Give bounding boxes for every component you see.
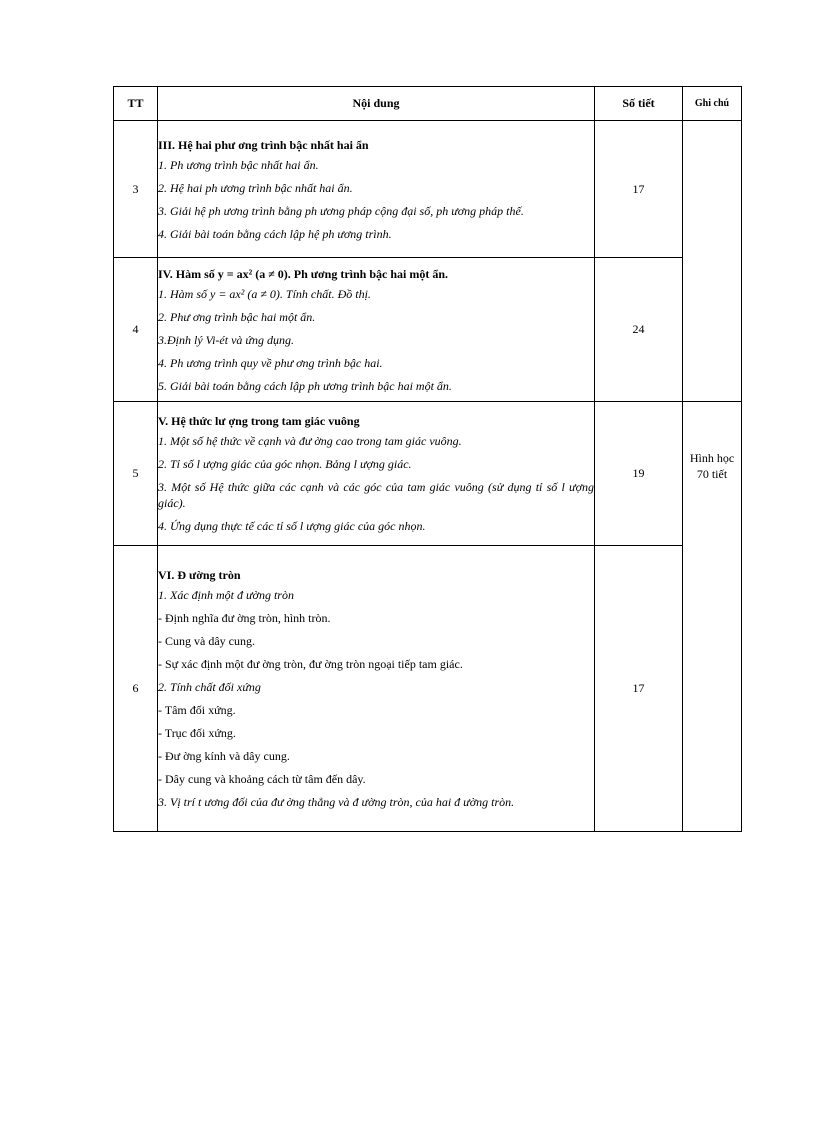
row-content [158, 402, 595, 546]
content-line: 2. Tính chất đối xứng [158, 680, 261, 694]
row-note-empty [683, 121, 742, 402]
row-periods: 24 [595, 258, 683, 402]
table-row [114, 546, 742, 832]
syllabus-table [113, 86, 742, 832]
table-row [114, 258, 742, 402]
content-line: - Dây cung và khoảng cách từ tâm đến dây. [158, 772, 366, 786]
section-title: VI. Đ ường tròn [158, 568, 241, 582]
header-note: Ghi chú [683, 87, 742, 121]
header-tt: TT [114, 87, 158, 121]
content-line: 2. Phư ơng trình bậc hai một ẩn. [158, 309, 316, 324]
section-title: III. Hệ hai phư ơng trình bậc nhất hai ẩn [158, 137, 369, 152]
content-line: - Tâm đối xứng. [158, 703, 236, 717]
row-content [158, 121, 595, 258]
content-line: 1. Hàm số y = ax² (a ≠ 0). Tính chất. Đồ thị. [158, 286, 371, 301]
content-line: 2. Tỉ số l ượng giác của góc nhọn. Bảng l ượng giác. [158, 457, 412, 471]
row-number: 3 [114, 121, 158, 258]
section-title: V. Hệ thức lư ợng trong tam giác vuông [158, 414, 360, 428]
row-periods: 17 [595, 121, 683, 258]
content-line: 2. Hệ hai ph ương trình bậc nhất hai ẩn. [158, 180, 353, 195]
row-content [158, 546, 595, 832]
content-line: - Định nghĩa đư ờng tròn, hình tròn. [158, 611, 331, 625]
content-line: 5. Giải bài toán bằng cách lập ph ương trình bậc hai một ẩn. [158, 378, 452, 393]
section-title: IV. Hàm số y = ax² (a ≠ 0). Ph ương trình bậc hai một ẩn. [158, 266, 449, 281]
content-line: 3. Giải hệ ph ương trình bằng ph ương pháp cộng đại số, ph ương pháp thế. [158, 203, 524, 218]
row-number: 6 [114, 546, 158, 832]
row-periods: 19 [595, 402, 683, 546]
content-line: - Đư ờng kính và dây cung. [158, 749, 290, 763]
content-line: - Trục đối xứng. [158, 726, 236, 740]
header-content: Nội dung [158, 87, 595, 121]
row-number: 4 [114, 258, 158, 402]
content-line: 4. Ph ương trình quy về phư ơng trình bậc hai. [158, 355, 383, 370]
content-line: 3. Một số Hệ thức giữa các cạnh và các góc của tam giác vuông (sử dụng tỉ số l ượng giác). [158, 480, 594, 510]
content-line: - Cung và dây cung. [158, 634, 255, 648]
content-line: - Sự xác định một đư ờng tròn, đư ờng tròn ngoại tiếp tam giác. [158, 657, 463, 671]
row-content [158, 258, 595, 402]
table-row [114, 121, 742, 258]
header-row [114, 87, 742, 121]
table-row [114, 402, 742, 546]
geometry-note: Hình học 70 tiết [683, 402, 742, 832]
content-line: 4. Ứng dụng thực tế các tỉ số l ượng giác của góc nhọn. [158, 519, 426, 533]
content-line: 3.Định lý Vi-ét và ứng dụng. [158, 332, 294, 347]
content-line: 1. Xác định một đ ường tròn [158, 588, 294, 602]
content-line: 1. Một số hệ thức về cạnh và đư ờng cao trong tam giác vuông. [158, 434, 462, 448]
content-line: 3. Vị trí t ương đối của đư ờng thẳng và đ ường tròn, của hai đ ường tròn. [158, 795, 515, 809]
content-line: 1. Ph ương trình bậc nhất hai ẩn. [158, 157, 319, 172]
row-number: 5 [114, 402, 158, 546]
row-periods: 17 [595, 546, 683, 832]
content-line: 4. Giải bài toán bằng cách lập hệ ph ương trình. [158, 226, 392, 241]
header-periods: Số tiết [595, 87, 683, 121]
